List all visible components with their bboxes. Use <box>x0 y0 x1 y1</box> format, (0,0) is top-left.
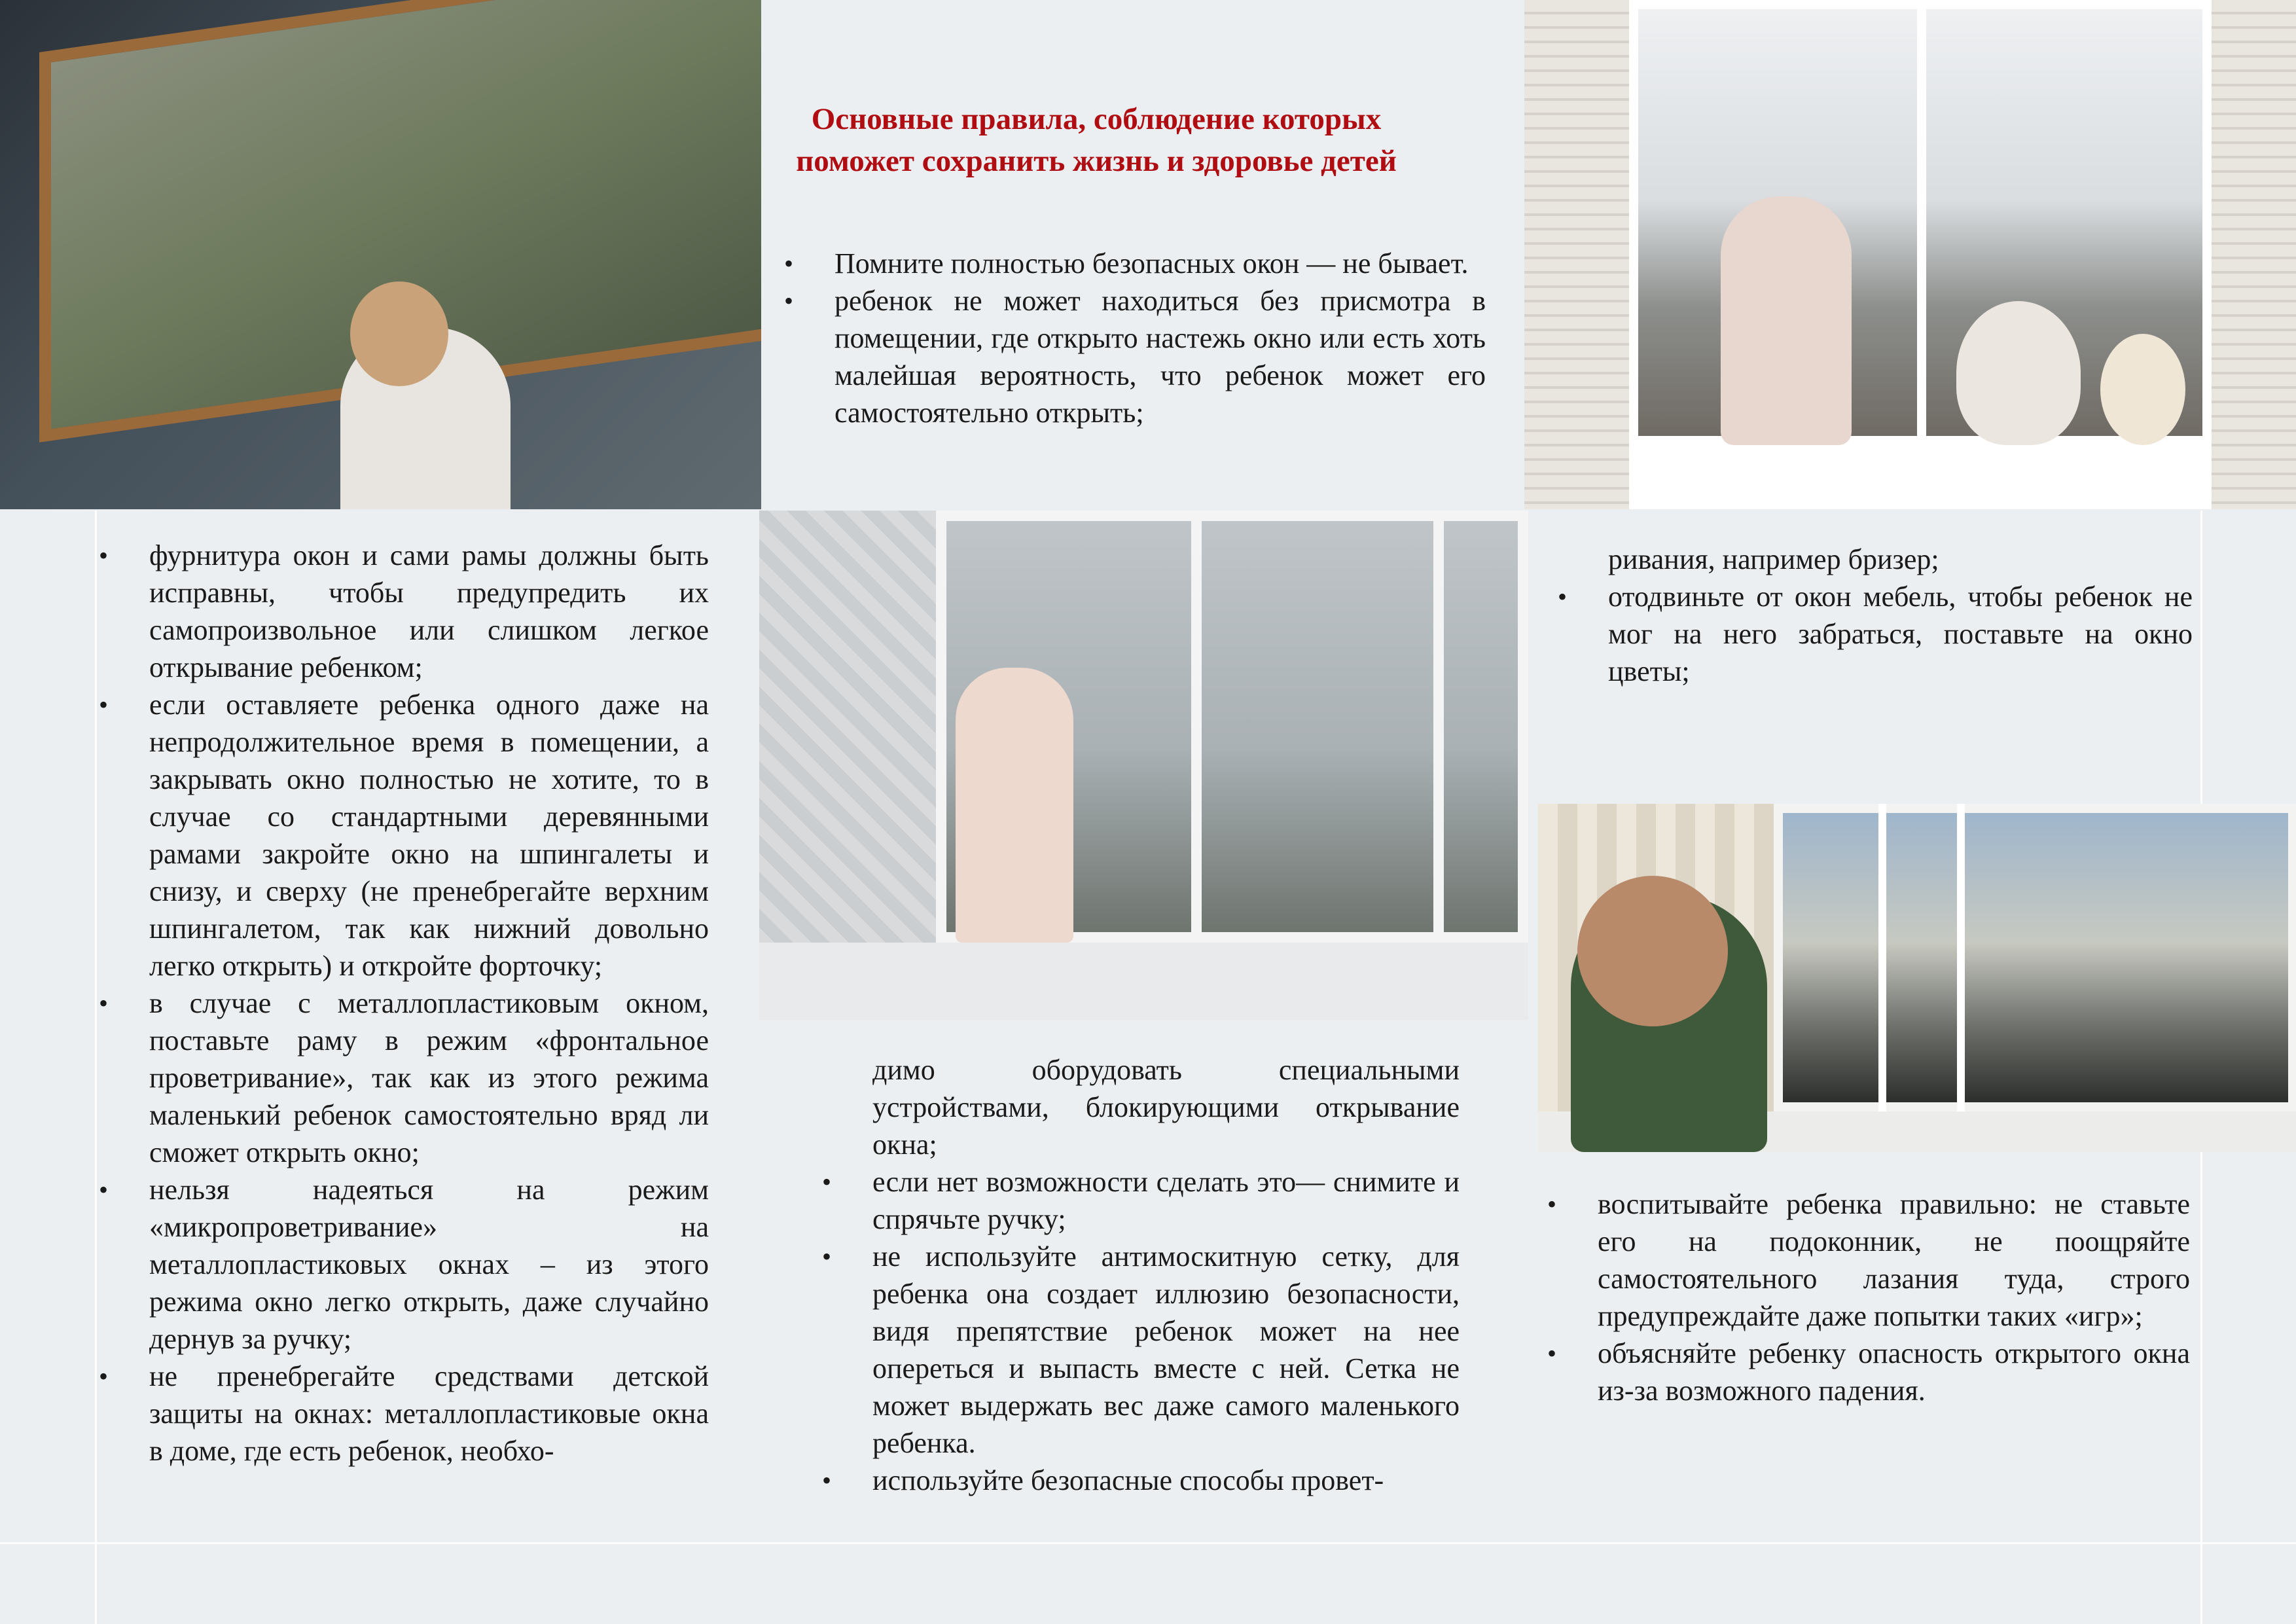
rule-item-continuation: димо оборудовать специальными устройствами, блокирующими открывание окна; <box>872 1054 1460 1161</box>
rule-item: • не используйте антимоскитную сетку, для ребенка она создает иллюзию безопасности, видя препятствие ребенок может на нее опереться и выпасть вместе с ней. Сетка не может выдержать вес даже самого маленького ребенка. <box>872 1238 1460 1462</box>
rule-item: • объясняйте ребенку опасность открытого окна из-за возможного падения. <box>1598 1335 2190 1409</box>
rule-item: • в случае с металлопластиковым окном, поставьте раму в режим «фронтальное проветривание», так как из этого режима маленький ребенок самостоятельно вряд ли сможет открыть окно; <box>149 984 709 1171</box>
guide-line <box>0 1542 2296 1544</box>
guide-line <box>95 511 97 1624</box>
rules-list-middle <box>872 1051 1460 1499</box>
rule-item: • нельзя надеяться на режим «микропроветривание» на металлопластиковых окнах – из этого режима окно легко открыть, даже случайно дернув за ручку; <box>149 1171 709 1358</box>
rule-item: • отодвиньте от окон мебель, чтобы ребенок не мог на него забраться, поставьте на окно цветы; <box>1608 578 2193 690</box>
rules-list-right-bottom <box>1598 1185 2190 1409</box>
rule-item: • используйте безопасные способы провет- <box>872 1462 1460 1499</box>
rules-list-top <box>834 245 1486 431</box>
photo-girl-teddy-bears <box>1524 0 2296 509</box>
page-title: Основные правила, соблюдение которых поможет сохранить жизнь и здоровье детей <box>796 102 1397 178</box>
photo-toddler-window <box>1538 804 2296 1152</box>
rule-item: • фурнитура окон и сами рамы должны быть исправны, чтобы предупредить их самопроизвольное или слишком легкое открывание ребенком; <box>149 537 709 686</box>
photo-child-skylight <box>0 0 761 509</box>
rule-item: • воспитывайте ребенка правильно: не ставьте его на подоконник, не поощряйте самостоятельного лазания туда, строго предупреждайте даже попытки таких «игр»; <box>1598 1185 2190 1335</box>
rule-item-continuation: ривания, например бризер; <box>1608 543 1939 575</box>
rule-item: • Помните полностью безопасных окон — не бывает. <box>834 245 1486 282</box>
rules-list-left <box>149 537 709 1470</box>
rule-item: • если нет возможности сделать это— снимите и спрячьте ручку; <box>872 1163 1460 1238</box>
rules-list-right-top <box>1608 541 2193 690</box>
rule-item: • если оставляете ребенка одного даже на непродолжительное время в помещении, а закрывать окно полностью не хотите, то в случае со стандартными деревянными рамами закройте окно на шпингалеты и снизу, и сверху (не пренебрегайте верхним шпингалетом, так как нижний довольно легко открыть) и откройте форточку; <box>149 686 709 984</box>
photo-girl-window-center <box>759 511 1528 1020</box>
rule-item: • ребенок не может находиться без присмотра в помещении, где открыто настежь окно или есть хоть малейшая вероятность, что ребенок может его самостоятельно открыть; <box>834 282 1486 431</box>
rule-item: • не пренебрегайте средствами детской защиты на окнах: металлопластиковые окна в доме, где есть ребенок, необхо- <box>149 1358 709 1470</box>
